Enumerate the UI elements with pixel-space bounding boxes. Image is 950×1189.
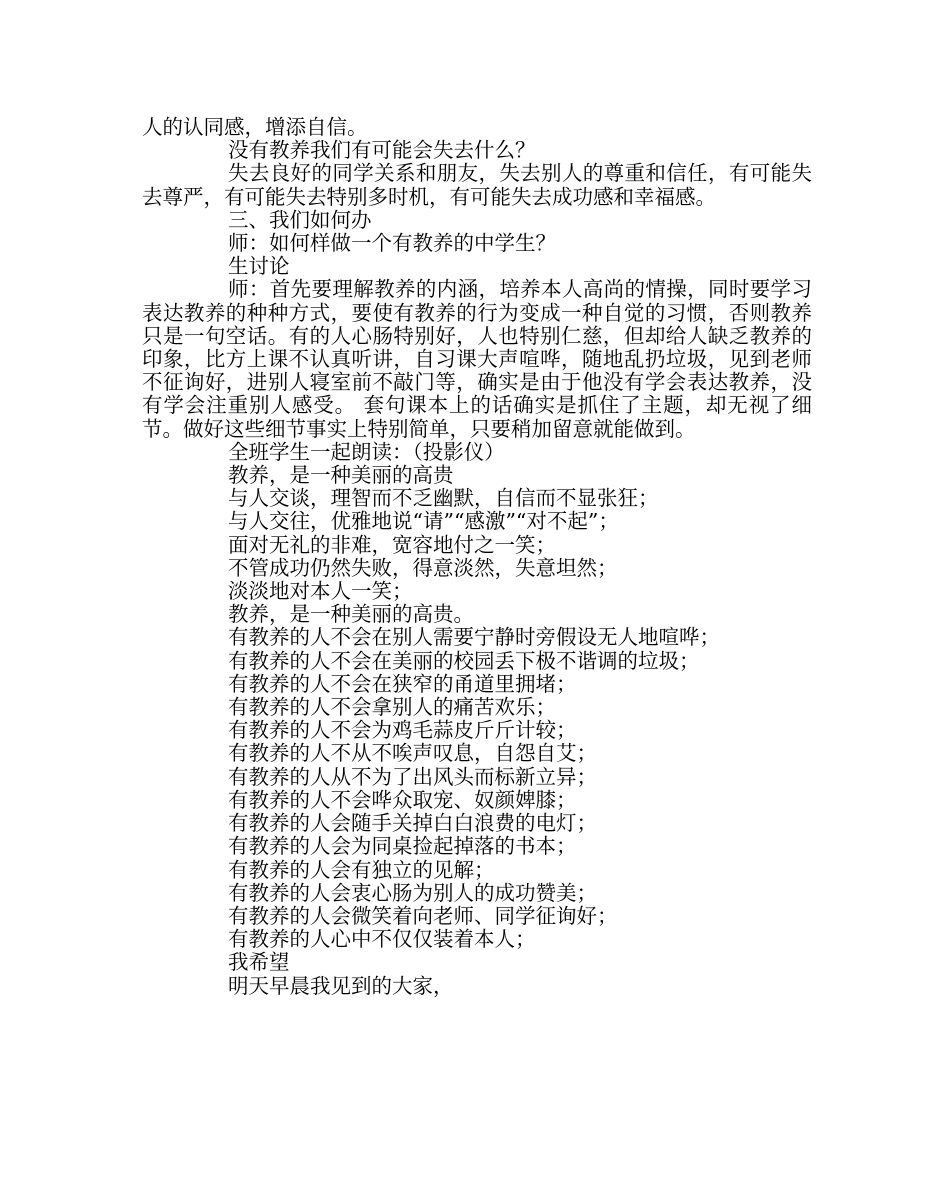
poem-line: 有教养的人会衷心肠为别人的成功赞美；	[228, 880, 597, 905]
paragraph: 生讨论	[228, 254, 290, 279]
poem-line: 淡淡地对本人一笑；	[228, 579, 413, 604]
poem-line: 教养，是一种美丽的高贵。	[228, 602, 474, 627]
poem-line: 面对无礼的非难，宽容地付之一笑；	[228, 532, 556, 557]
poem-line: 有教养的人会有独立的见解；	[228, 857, 495, 882]
poem-line: 有教养的人不会在狭窄的甬道里拥堵；	[228, 671, 577, 696]
poem-block	[142, 441, 812, 998]
poem-line: 有教养的人不从不唉声叹息，自怨自艾；	[228, 741, 597, 766]
poem-line: 有教养的人从不为了出风头而标新立异；	[228, 764, 597, 789]
poem-line: 有教养的人不会拿别人的痛苦欢乐；	[228, 695, 556, 720]
paragraph: 人的认同感，增添自信。	[142, 115, 368, 139]
poem-line: 全班学生一起朗读：（投影仪）	[228, 439, 505, 464]
poem-line: 明天早晨我见到的大家，	[228, 973, 454, 998]
poem-line: 有教养的人会随手关掉白白浪费的电灯；	[228, 811, 597, 836]
poem-line: 与人交往，优雅地说“请”“感激”“对不起”；	[228, 509, 619, 534]
poem-line: 有教养的人心中不仅仅装着本人；	[228, 927, 536, 952]
section-heading: 三、我们如何办	[228, 207, 372, 232]
paragraph: 师：首先要理解教养的内涵，培养本人高尚的情操，同时要学习表达教养的种种方式，要使有教养的行为变成一种自觉的习惯，否则教养只是一句空话。有的人心肠特别好，人也特别仁慈，但却给人缺乏教养的印象，比方上课不认真听讲，自习课大声喧哗，随地乱扔垃圾，见到老师不征询好，进别人寝室前不敲门等，确实是由于他没有学会表达教养，没有学会注重别人感受。 套句课本上的话确实是抓住了主题，却无视了细节。做好这些细节事实上特别简单，只要稍加留意就能做到。	[142, 277, 812, 441]
poem-line: 不管成功仍然失败，得意淡然，失意坦然；	[228, 555, 618, 580]
poem-line: 有教养的人会为同桌捡起掉落的书本；	[228, 834, 577, 859]
poem-line: 与人交谈，理智而不乏幽默，自信而不显张狂；	[228, 486, 659, 511]
paragraph: 失去良好的同学关系和朋友，失去别人的尊重和信任，有可能失去尊严，有可能失去特别多时机，有可能失去成功感和幸福感。	[142, 161, 812, 209]
poem-line: 有教养的人不会在别人需要宁静时旁假设无人地喧哗；	[228, 625, 720, 650]
paragraph: 师：如何样做一个有教养的中学生？	[228, 231, 556, 256]
poem-line: 有教养的人不会哗众取宠、奴颜婢膝；	[228, 787, 577, 812]
poem-line: 我希望	[228, 950, 290, 975]
poem-line: 有教养的人不会为鸡毛蒜皮斤斤计较；	[228, 718, 577, 743]
poem-line: 教养，是一种美丽的高贵	[228, 463, 454, 488]
document-page	[142, 116, 812, 998]
poem-line: 有教养的人不会在美丽的校园丢下极不谐调的垃圾；	[228, 648, 700, 673]
paragraph: 没有教养我们有可能会失去什么？	[228, 138, 536, 163]
poem-line: 有教养的人会微笑着向老师、同学征询好；	[228, 903, 618, 928]
